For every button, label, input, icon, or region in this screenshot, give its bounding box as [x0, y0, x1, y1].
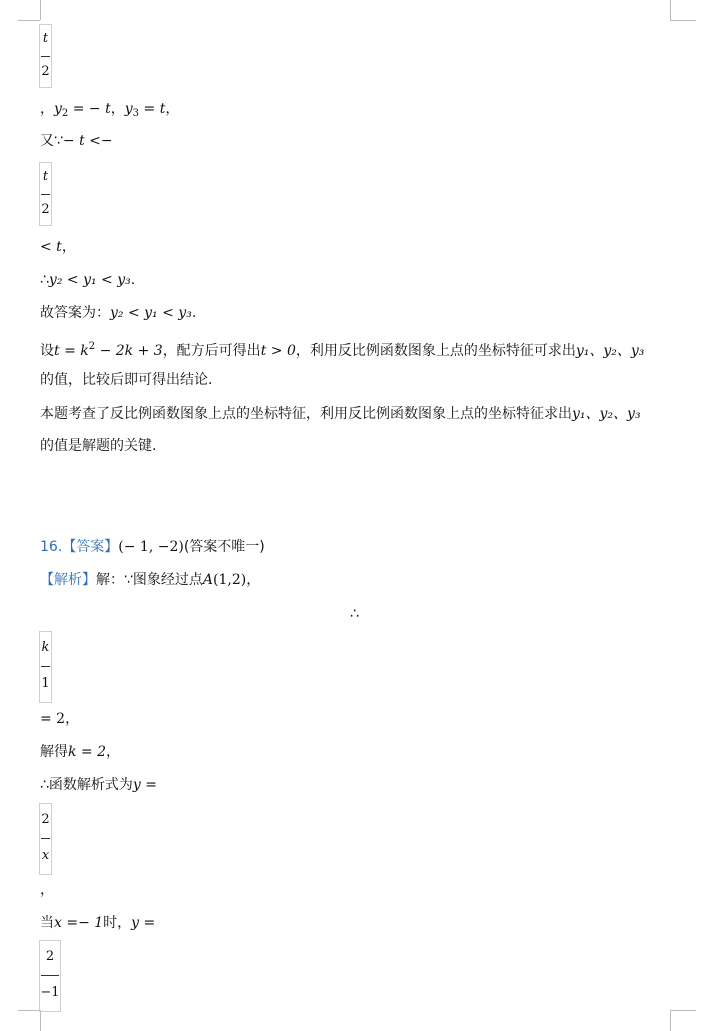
line-answer: 故答案为：y₂ < y₁ < y₃.: [40, 305, 197, 321]
line-because: 又∵− t <−: [40, 133, 113, 149]
fraction-numerator: t: [42, 31, 49, 46]
fraction-denominator: x: [41, 848, 50, 863]
line-when-x: 当x =− 1时，y =: [40, 915, 156, 931]
line-equals-2: = 2，: [40, 711, 80, 727]
crop-mark-top-left-v: [40, 0, 41, 20]
line-y2-y3: ，$y_2$ = − t，$y_3 = t$，: [40, 101, 180, 119]
line-less-than-t: < t，: [40, 239, 76, 255]
crop-mark-top-right-v: [670, 0, 671, 20]
fraction-numerator: t: [42, 169, 49, 184]
line-summary: 本题考查了反比例函数图象上点的坐标特征，利用反比例函数图象上点的坐标特征求出y₁、y₂、y₃: [40, 406, 641, 422]
line-summary-continued: 的值是解题的关键.: [40, 438, 157, 454]
crop-mark-top-right-h: [670, 20, 696, 21]
line-comma: ，: [40, 882, 54, 898]
fraction-t-over-2-second: [39, 162, 52, 226]
fraction-2-over-x: [39, 803, 52, 875]
fraction-denominator: 2: [41, 64, 50, 79]
fraction-numerator: k: [41, 640, 50, 655]
fraction-bar: [41, 838, 50, 839]
answer-heading-16: 16.【答案】(− 1, −2)(答案不唯一): [40, 539, 265, 555]
fraction-denominator: 2: [41, 202, 50, 217]
answer-tag: 【答案】: [62, 539, 119, 555]
crop-mark-bottom-right-v: [670, 1010, 671, 1031]
line-hint: 设$t = k^2 - 2k + 3$，配方后可得出t > 0，利用反比例函数图象上点的坐标特征可求出y₁、y₂、y₃: [40, 341, 645, 359]
fraction-bar: [41, 666, 50, 667]
line-solve-k: 解得k = 2，: [40, 744, 121, 760]
fraction-bar: [41, 56, 50, 57]
fraction-denominator: 1: [41, 676, 50, 691]
crop-mark-bottom-left-h: [18, 1010, 40, 1011]
question-number: 16.: [40, 539, 63, 555]
fraction-bar: [41, 194, 50, 195]
crop-mark-bottom-left-v: [40, 1010, 41, 1031]
fraction-2-over-minus-1: [39, 940, 61, 1012]
therefore-symbol: ∴: [350, 606, 359, 622]
crop-mark-bottom-right-h: [670, 1010, 696, 1011]
line-function-expression: ∴函数解析式为y =: [40, 777, 158, 793]
line-hint-continued: 的值，比较后即可得出结论.: [40, 372, 213, 388]
fraction-t-over-2: [39, 24, 52, 88]
line-therefore-order: ∴y₂ < y₁ < y₃.: [40, 272, 136, 288]
fraction-numerator: 2: [41, 812, 50, 827]
analysis-tag: 【解析】: [40, 572, 96, 588]
crop-mark-top-left-h: [18, 20, 40, 21]
fraction-numerator: 2: [45, 949, 55, 964]
fraction-bar: [41, 975, 59, 976]
fraction-k-over-1: [39, 631, 52, 703]
analysis-line: 【解析】解：∵图象经过点A(1,2)，: [40, 572, 261, 588]
fraction-denominator: −1: [40, 985, 60, 1000]
